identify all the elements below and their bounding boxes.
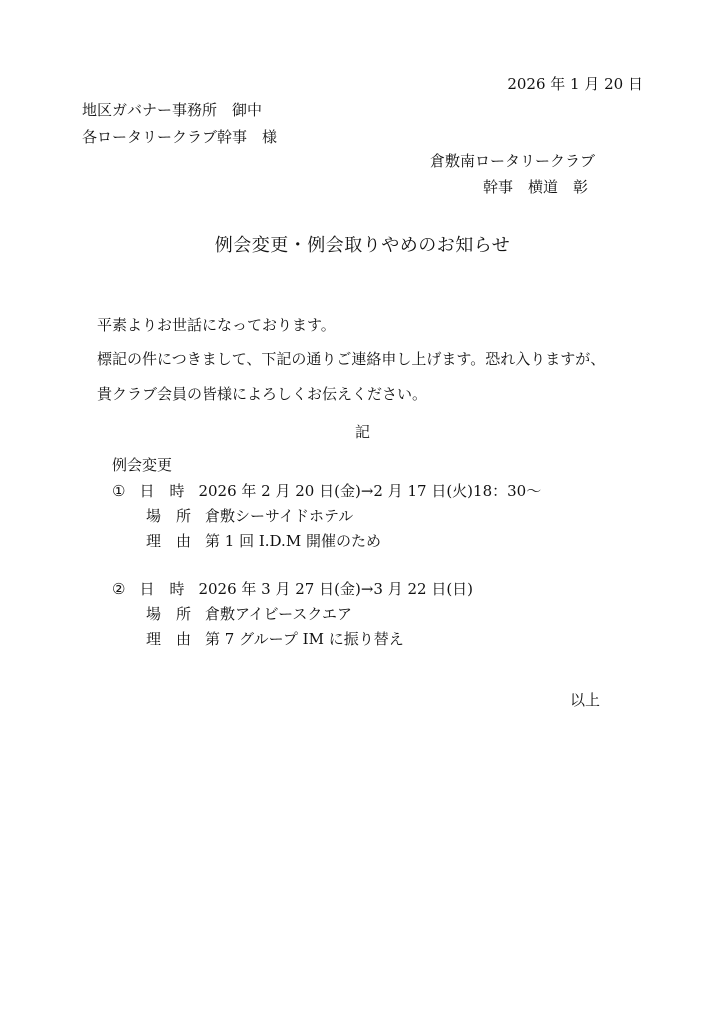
recipient-governor-office: 地区ガバナー事務所 御中 xyxy=(82,101,263,119)
item-2-place-label: 場 所 xyxy=(146,605,192,623)
item-1-place-label: 場 所 xyxy=(146,507,192,525)
item-2-place-row xyxy=(146,604,352,624)
item-1-date-label: 日 時 xyxy=(139,482,185,500)
item-2-date-row xyxy=(112,579,473,599)
closing-mark: 以上 xyxy=(569,691,600,709)
item-1-number: ① xyxy=(112,482,126,500)
item-2-reason-label: 理 由 xyxy=(146,630,192,648)
section-heading: 例会変更 xyxy=(112,456,173,474)
item-1-place-row xyxy=(146,506,353,526)
ki-marker: 記 xyxy=(354,423,370,441)
item-1-place-value: 倉敷シーサイドホテル xyxy=(205,507,354,525)
item-1-date-row xyxy=(112,481,541,501)
item-1-date-value: 2026 年 2 月 20 日(金)→2 月 17 日(火)18：30～ xyxy=(198,482,542,500)
item-2-reason-row xyxy=(146,629,404,649)
document-title: 例会変更・例会取りやめのお知らせ xyxy=(214,235,511,256)
document-date: 2026 年 1 月 20 日 xyxy=(507,75,643,93)
recipient-club-secretaries: 各ロータリークラブ幹事 様 xyxy=(82,128,278,146)
item-2-number: ② xyxy=(112,580,126,598)
item-1-reason-value: 第 1 回 I.D.M 開催のため xyxy=(205,532,381,550)
sender-organization: 倉敷南ロータリークラブ xyxy=(430,152,596,170)
sender-person: 幹事 横道 彰 xyxy=(483,178,589,196)
body-line-3: 貴クラブ会員の皆様によろしくお伝えください。 xyxy=(97,385,428,403)
body-line-2: 標記の件につきまして、下記の通りご連絡申し上げます。恐れ入りますが、 xyxy=(97,350,606,368)
body-line-1: 平素よりお世話になっております。 xyxy=(97,316,336,334)
item-1-reason-row xyxy=(146,531,381,551)
item-1-reason-label: 理 由 xyxy=(146,532,192,550)
item-2-place-value: 倉敷アイビースクエア xyxy=(205,605,353,623)
item-2-reason-value: 第 7 グループ IM に振り替え xyxy=(205,630,404,648)
item-2-date-value: 2026 年 3 月 27 日(金)→3 月 22 日(日) xyxy=(198,580,474,598)
item-2-date-label: 日 時 xyxy=(139,580,185,598)
